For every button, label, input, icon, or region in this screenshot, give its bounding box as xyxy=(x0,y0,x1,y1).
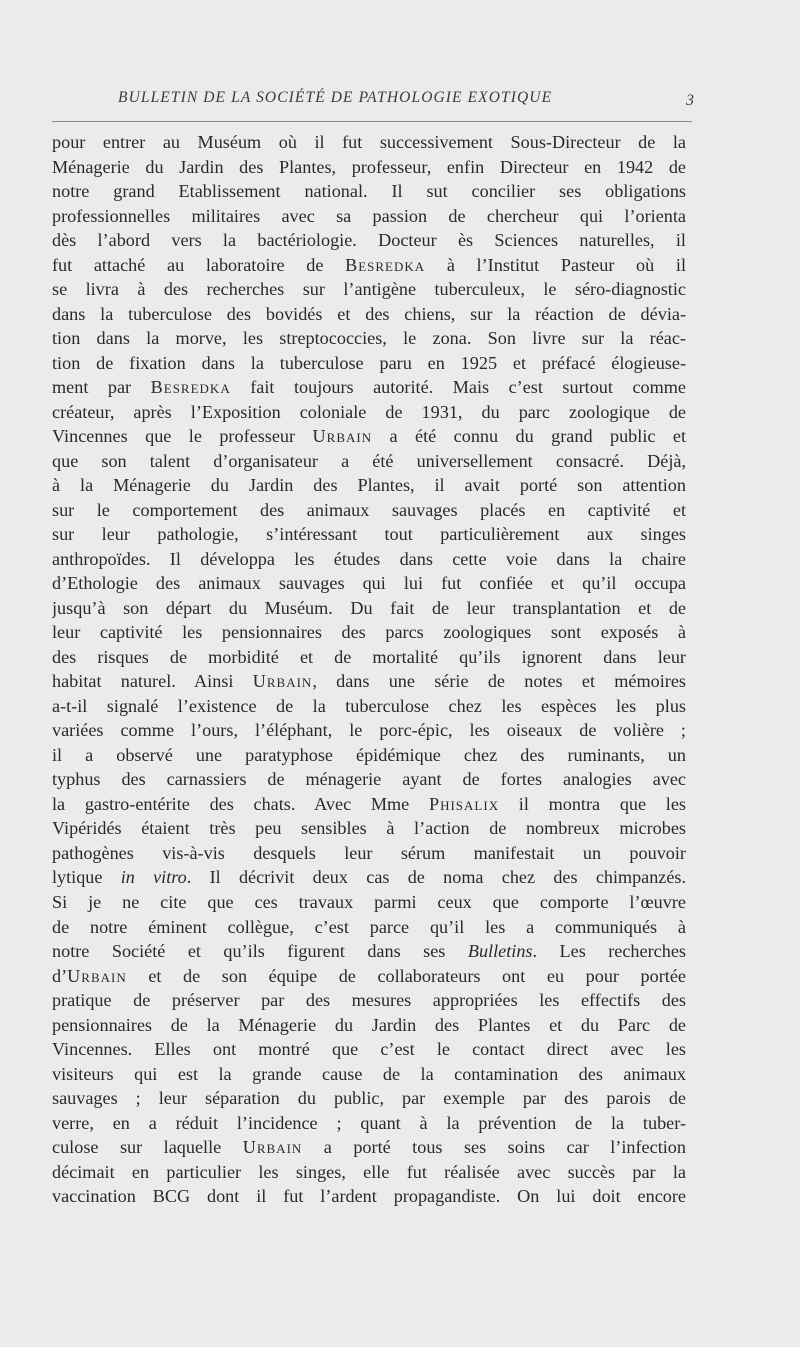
author-name: Phisalix xyxy=(428,793,500,814)
text-run: professionnelles militaires avec sa passion de chercheur qui l’orienta xyxy=(52,205,686,226)
text-line xyxy=(52,1013,686,1038)
text-line xyxy=(52,204,686,229)
text-line xyxy=(52,841,686,866)
text-line xyxy=(52,865,686,890)
text-run: visiteurs qui est la grande cause de la contamination des animaux xyxy=(52,1063,686,1084)
text-line xyxy=(52,571,686,596)
text-run: d’ xyxy=(52,965,68,986)
text-run: pathogènes vis-à-vis desquels leur sérum manifestait un pouvoir xyxy=(52,842,686,863)
text-line xyxy=(52,424,686,449)
text-line xyxy=(52,473,686,498)
text-line xyxy=(52,449,686,474)
text-run: culose sur laquelle xyxy=(52,1137,243,1158)
text-line xyxy=(52,547,686,572)
text-line xyxy=(52,1037,686,1062)
text-line xyxy=(52,988,686,1013)
text-line xyxy=(52,130,686,155)
text-run: vaccination BCG dont il fut l’ardent propagandiste. On lui doit encore xyxy=(52,1186,686,1207)
text-run: . Il décrivit deux cas de noma chez des chimpanzés. xyxy=(186,867,686,888)
text-run: . Les recherches xyxy=(532,941,686,962)
author-name: Urbain xyxy=(67,965,127,986)
text-line xyxy=(52,1062,686,1087)
text-line xyxy=(52,767,686,792)
text-line xyxy=(52,743,686,768)
author-name: Urbain xyxy=(312,426,373,447)
text-line xyxy=(52,1184,686,1209)
text-line xyxy=(52,522,686,547)
body-text xyxy=(52,130,686,1209)
running-header xyxy=(52,86,692,116)
header-rule xyxy=(52,121,692,122)
text-line xyxy=(52,155,686,180)
text-line xyxy=(52,498,686,523)
text-run: a porté tous ses soins car l’infection xyxy=(302,1137,686,1158)
text-line xyxy=(52,718,686,743)
text-line xyxy=(52,351,686,376)
text-line xyxy=(52,1160,686,1185)
text-run: créateur, après l’Exposition coloniale de 1931, du parc zoologique de xyxy=(52,401,686,422)
text-run: se livra à des recherches sur l’antigène tuberculeux, le séro-diagnostic xyxy=(52,279,686,300)
text-run: Vincennes. Elles ont montré que c’est le contact direct avec les xyxy=(52,1039,686,1060)
author-name: Besredka xyxy=(345,254,426,275)
text-run: de notre éminent collègue, c’est parce qu’il les a communiqués à xyxy=(52,916,686,937)
text-run: a été connu du grand public et xyxy=(372,426,686,447)
text-line xyxy=(52,669,686,694)
text-run: sauvages ; leur séparation du public, par exemple par des parois de xyxy=(52,1088,686,1109)
text-line xyxy=(52,792,686,817)
text-line xyxy=(52,694,686,719)
text-run: Vipéridés étaient très peu sensibles à l’action de nombreux microbes xyxy=(52,818,686,839)
text-run: dans la tuberculose des bovidés et des chiens, sur la réaction de dévia- xyxy=(52,303,686,324)
author-name: Urbain xyxy=(242,1137,303,1158)
text-run: à l’Institut Pasteur où il xyxy=(425,254,686,275)
text-run: tion de fixation dans la tuberculose paru en 1925 et préfacé élogieuse- xyxy=(52,352,686,373)
text-run: dès l’abord vers la bactériologie. Docteur ès Sciences naturelles, il xyxy=(52,230,686,251)
text-run: sur le comportement des animaux sauvages placés en captivité et xyxy=(52,499,686,520)
italic-text: Bulletins xyxy=(467,941,533,962)
text-run: anthropoïdes. Il développa les études dans cette voie dans la chaire xyxy=(52,548,686,569)
text-line xyxy=(52,915,686,940)
text-run: jusqu’à son départ du Muséum. Du fait de leur transplantation et de xyxy=(52,597,686,618)
text-run: décimait en particulier les singes, elle fut réalisée avec succès par la xyxy=(52,1161,686,1182)
text-run: , dans une série de notes et mémoires xyxy=(312,671,686,692)
page-number: 3 xyxy=(686,92,694,109)
text-line xyxy=(52,890,686,915)
text-line xyxy=(52,816,686,841)
text-run: lytique xyxy=(52,867,121,888)
text-line xyxy=(52,1135,686,1160)
text-run: notre Société et qu’ils figurent dans ses xyxy=(52,941,468,962)
text-run: pour entrer au Muséum où il fut successivement Sous-Directeur de la xyxy=(52,132,686,152)
text-run: d’Ethologie des animaux sauvages qui lui fut confiée et qu’il occupa xyxy=(52,573,686,594)
text-line xyxy=(52,645,686,670)
text-line xyxy=(52,253,686,278)
text-line xyxy=(52,620,686,645)
text-run: tion dans la morve, les streptococcies, le zona. Son livre sur la réac- xyxy=(52,328,686,349)
running-title: BULLETIN DE LA SOCIÉTÉ DE PATHOLOGIE EXOTIQUE xyxy=(118,89,553,106)
text-run: pensionnaires de la Ménagerie du Jardin des Plantes et du Parc de xyxy=(52,1014,686,1035)
text-run: et de son équipe de collaborateurs ont eu pour portée xyxy=(126,965,686,986)
text-run: a-t-il signalé l’existence de la tuberculose chez les espèces les plus xyxy=(52,695,686,716)
text-line xyxy=(52,1086,686,1111)
text-run: leur captivité les pensionnaires des parcs zoologiques sont exposés à xyxy=(52,622,686,643)
text-run: à la Ménagerie du Jardin des Plantes, il avait porté son attention xyxy=(52,475,686,496)
text-line xyxy=(52,277,686,302)
text-line xyxy=(52,964,686,989)
text-run: Si je ne cite que ces travaux parmi ceux que comporte l’œuvre xyxy=(52,891,686,912)
text-run: Vincennes que le professeur xyxy=(52,426,313,447)
text-run: la gastro-entérite des chats. Avec Mme xyxy=(52,793,429,814)
text-run: il montra que les xyxy=(499,793,686,814)
text-run: il a observé une paratyphose épidémique chez des ruminants, un xyxy=(52,744,686,765)
text-run: variées comme l’ours, l’éléphant, le porc-épic, les oiseaux de volière ; xyxy=(52,720,686,741)
text-line xyxy=(52,302,686,327)
author-name: Urbain xyxy=(252,671,313,692)
text-line xyxy=(52,1111,686,1136)
text-run: notre grand Etablissement national. Il sut concilier ses obligations xyxy=(52,181,686,202)
text-line xyxy=(52,228,686,253)
text-line xyxy=(52,400,686,425)
text-line xyxy=(52,179,686,204)
text-run: typhus des carnassiers de ménagerie ayant de fortes analogies avec xyxy=(52,769,686,790)
italic-text: in vitro xyxy=(120,867,187,888)
text-run: sur leur pathologie, s’intéressant tout particulièrement aux singes xyxy=(52,524,686,545)
text-run: fait toujours autorité. Mais c’est surtout comme xyxy=(230,377,686,398)
text-line xyxy=(52,596,686,621)
text-run: verre, en a réduit l’incidence ; quant à la prévention de la tuber- xyxy=(52,1112,686,1133)
text-line xyxy=(52,939,686,964)
text-run: fut attaché au laboratoire de xyxy=(52,254,346,275)
author-name: Besredka xyxy=(150,377,231,398)
text-run: habitat naturel. Ainsi xyxy=(52,671,253,692)
text-line xyxy=(52,375,686,400)
text-run: ment par xyxy=(52,377,151,398)
text-run: que son talent d’organisateur a été universellement consacré. Déjà, xyxy=(52,450,686,471)
text-line xyxy=(52,326,686,351)
text-run: Ménagerie du Jardin des Plantes, professeur, enfin Directeur en 1942 de xyxy=(52,156,686,177)
text-run: des risques de morbidité et de mortalité qu’ils ignorent dans leur xyxy=(52,646,686,667)
text-run: pratique de préserver par des mesures appropriées les effectifs des xyxy=(52,990,686,1011)
